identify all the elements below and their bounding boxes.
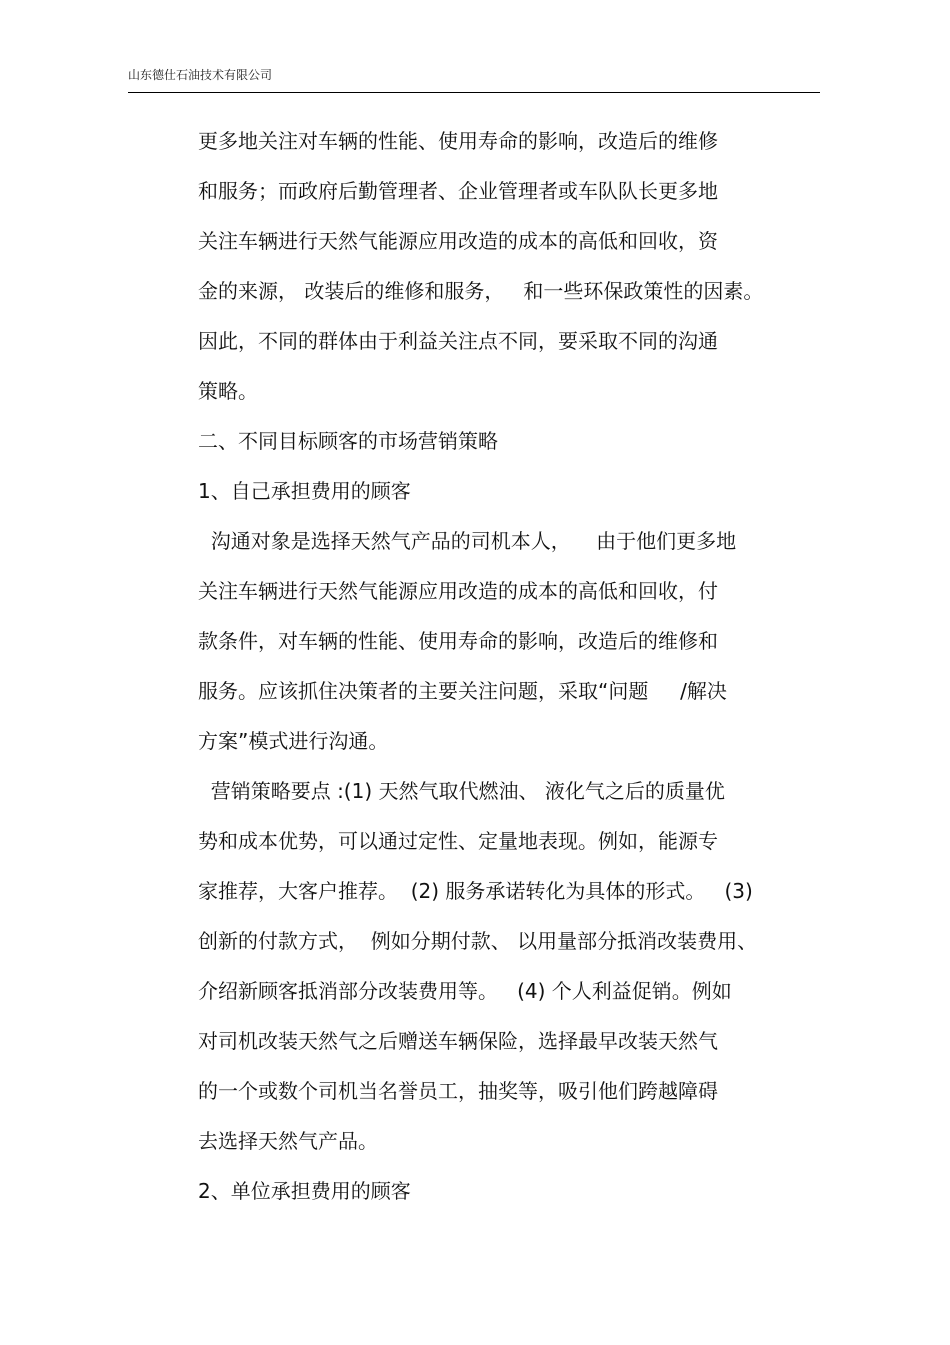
- text-line: 服务。应该抓住决策者的主要关注问题，采取“问题 /解决: [198, 679, 727, 703]
- text-line: 关注车辆进行天然气能源应用改造的成本的高低和回收，付: [198, 579, 718, 603]
- text-line: 金的来源， 改装后的维修和服务， 和一些环保政策性的因素。: [198, 279, 764, 303]
- text-line: 方案”模式进行沟通。: [198, 729, 389, 753]
- document-body: [198, 123, 813, 1223]
- company-name: 山东德仕石油技术有限公司: [128, 68, 273, 82]
- text-line: 介绍新顾客抵消部分改装费用等。 (4) 个人利益促销。例如: [198, 979, 732, 1003]
- text-line: 关注车辆进行天然气能源应用改造的成本的高低和回收，资: [198, 229, 718, 253]
- text-line: 去选择天然气产品。: [198, 1129, 378, 1153]
- section-heading: 二、不同目标顾客的市场营销策略: [198, 429, 498, 453]
- text-line: 更多地关注对车辆的性能、使用寿命的影响，改造后的维修: [198, 129, 718, 153]
- subsection-heading: 2、单位承担费用的顾客: [198, 1179, 411, 1203]
- text-line: 创新的付款方式， 例如分期付款、 以用量部分抵消改装费用、: [198, 929, 758, 953]
- text-line: 势和成本优势，可以通过定性、定量地表现。例如，能源专: [198, 829, 718, 853]
- text-line: 对司机改装天然气之后赠送车辆保险，选择最早改装天然气: [198, 1029, 718, 1053]
- text-line: 沟通对象是选择天然气产品的司机本人， 由于他们更多地: [198, 529, 737, 553]
- text-line: 家推荐，大客户推荐。 (2) 服务承诺转化为具体的形式。 (3): [198, 879, 753, 903]
- page-header: [128, 62, 820, 93]
- text-line: 营销策略要点 :(1) 天然气取代燃油、 液化气之后的质量优: [198, 779, 725, 803]
- text-line: 和服务；而政府后勤管理者、企业管理者或车队队长更多地: [198, 179, 718, 203]
- text-line: 因此，不同的群体由于利益关注点不同，要采取不同的沟通: [198, 329, 718, 353]
- subsection-heading: 1、自己承担费用的顾客: [198, 479, 411, 503]
- text-line: 款条件，对车辆的性能、使用寿命的影响，改造后的维修和: [198, 629, 718, 653]
- text-line: 策略。: [198, 379, 258, 403]
- text-line: 的一个或数个司机当名誉员工，抽奖等，吸引他们跨越障碍: [198, 1079, 718, 1103]
